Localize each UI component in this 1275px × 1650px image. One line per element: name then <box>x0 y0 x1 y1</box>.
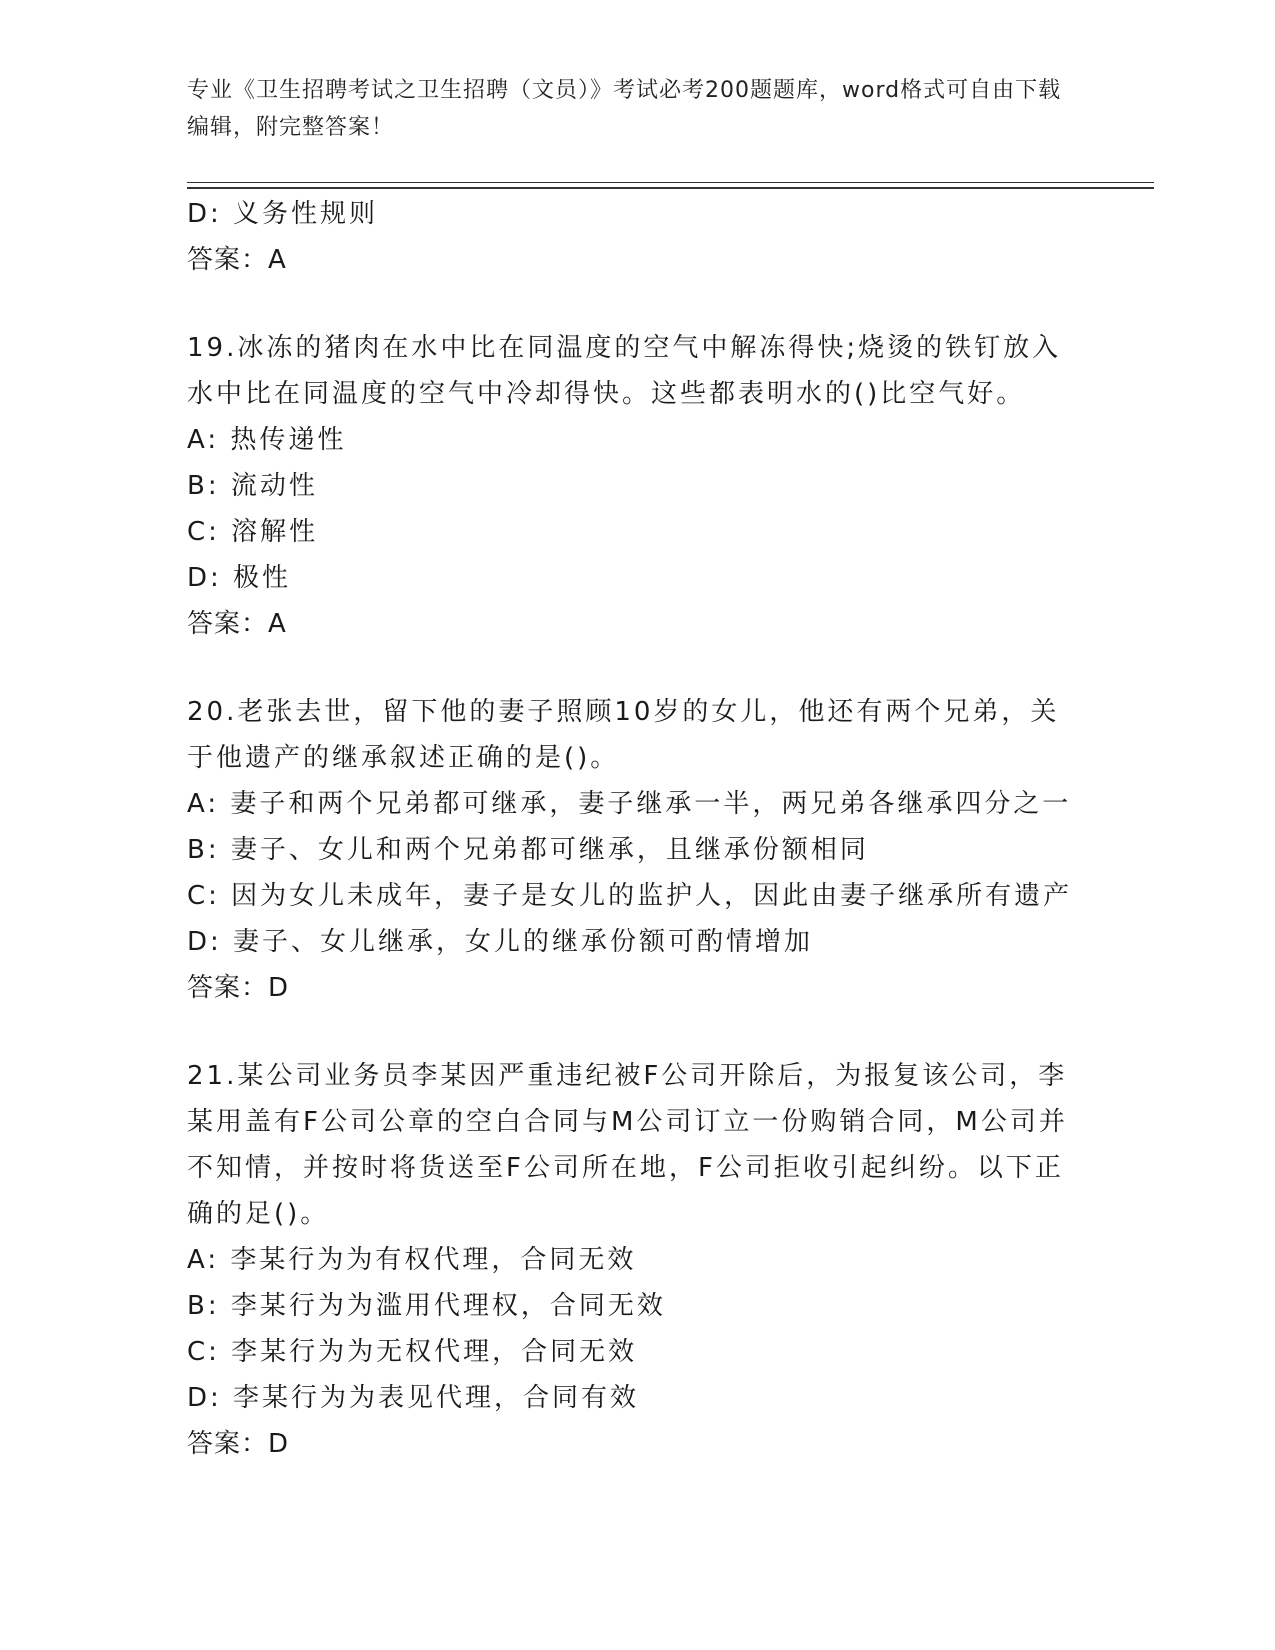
option-b: B: 妻子、女儿和两个兄弟都可继承，且继承份额相同 <box>187 835 869 865</box>
answer: 答案：A <box>187 609 287 639</box>
question-text-line: 20.老张去世，留下他的妻子照顾10岁的女儿，他还有两个兄弟，关 <box>187 697 1060 727</box>
option-a: A: 妻子和两个兄弟都可继承，妻子继承一半，两兄弟各继承四分之一 <box>187 789 1072 819</box>
answer: 答案：D <box>187 1429 290 1459</box>
option-d: D: 妻子、女儿继承，女儿的继承份额可酌情增加 <box>187 927 814 957</box>
question-text-line: 水中比在同温度的空气中冷却得快。这些都表明水的()比空气好。 <box>187 379 1026 409</box>
spacer <box>187 1011 1167 1053</box>
prev-answer: 答案：A <box>187 245 287 275</box>
document-header: 专业《卫生招聘考试之卫生招聘（文员）》考试必考200题题库，word格式可自由下载编辑，附完整答案！ <box>187 78 1062 140</box>
option-c: C: 因为女儿未成年，妻子是女儿的监护人，因此由妻子继承所有遗产 <box>187 881 1073 911</box>
option-d: D: 李某行为为表见代理，合同有效 <box>187 1383 640 1413</box>
question-text-line: 21.某公司业务员李某因严重违纪被F公司开除后，为报复该公司，李 <box>187 1061 1068 1091</box>
question-text-line: 19.冰冻的猪肉在水中比在同温度的空气中解冻得快;烧烫的铁钉放入 <box>187 333 1062 363</box>
question-text-line: 于他遗产的继承叙述正确的是()。 <box>187 743 620 773</box>
option-c: C: 溶解性 <box>187 517 319 547</box>
option-b: B: 李某行为为滥用代理权，合同无效 <box>187 1291 666 1321</box>
question-text-line: 确的足()。 <box>187 1199 330 1229</box>
option-d: D: 极性 <box>187 563 292 593</box>
question-19 <box>187 325 1167 647</box>
question-text-line: 某用盖有F公司公章的空白合同与M公司订立一份购销合同，M公司并 <box>187 1107 1068 1137</box>
answer: 答案：D <box>187 973 290 1003</box>
spacer <box>187 283 1167 325</box>
question-20 <box>187 689 1167 1011</box>
prev-option-d: D: 义务性规则 <box>187 199 379 229</box>
document-page <box>187 72 1167 1467</box>
option-b: B: 流动性 <box>187 471 318 501</box>
option-a: A: 热传递性 <box>187 425 347 455</box>
option-a: A: 李某行为为有权代理，合同无效 <box>187 1245 637 1275</box>
spacer <box>187 647 1167 689</box>
option-c: C: 李某行为为无权代理，合同无效 <box>187 1337 638 1367</box>
header-rule <box>187 182 1154 189</box>
document-content <box>187 191 1167 1467</box>
question-21 <box>187 1053 1167 1467</box>
question-text-line: 不知情，并按时将货送至F公司所在地，F公司拒收引起纠纷。以下正 <box>187 1153 1064 1183</box>
